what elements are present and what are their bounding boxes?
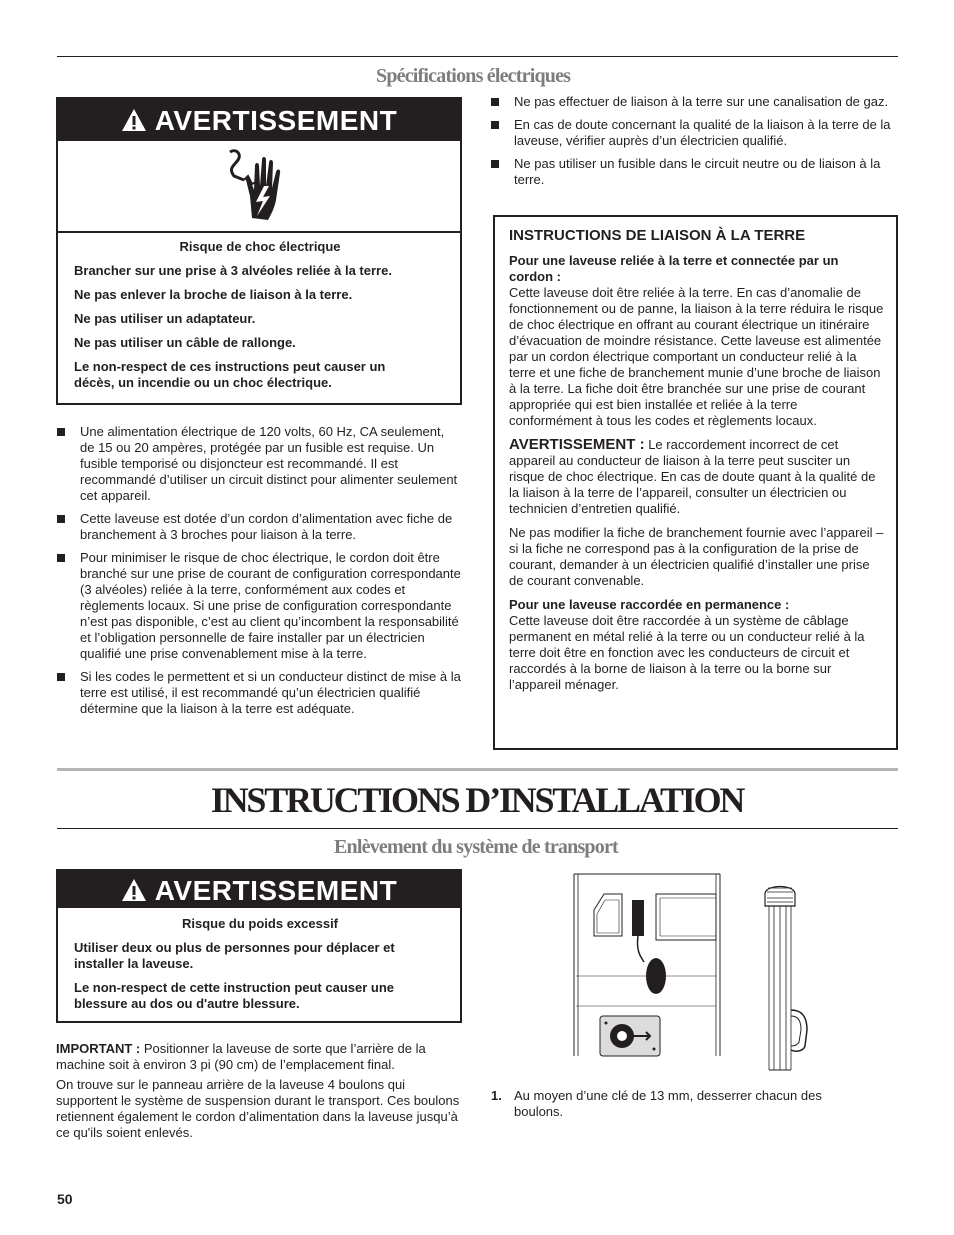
warning-line: Risque du poids excessif xyxy=(181,916,339,931)
warning-box-electrical xyxy=(56,97,462,405)
plug-text: Ne pas modifier la fiche de branchement fournie avec l’appareil – si la fiche ne correspond pas à la configuration de la prise de courant, demander à un électricien qualifié d’installer une prise de courant convenable. xyxy=(509,525,884,588)
bullet-square-icon xyxy=(57,515,65,523)
grounding-instructions-box xyxy=(493,215,898,750)
warning-heading: AVERTISSEMENT xyxy=(154,105,398,136)
bullet-square-icon xyxy=(491,121,499,129)
washer-back-panel-illustration xyxy=(570,870,730,1060)
warning-heading: AVERTISSEMENT xyxy=(154,875,398,906)
warning-header xyxy=(58,99,460,141)
bullet-square-icon xyxy=(491,98,499,106)
step-number: 1. xyxy=(491,1088,502,1103)
electrical-bullet-list xyxy=(57,424,462,724)
grounding-bullet-list xyxy=(491,94,897,195)
bolts-paragraph: On trouve sur le panneau arrière de la laveuse 4 boulons qui supportent le système de suspension durant le transport. Ces boulons retiennent également le cordon d’alimentation dans la laveuse jusqu’à ce qu'ils soient enlevés. xyxy=(56,1077,460,1140)
list-item: Ne pas utiliser un fusible dans le circuit neutre ou de liaison à la terre. xyxy=(491,156,897,188)
bullet-square-icon xyxy=(57,673,65,681)
section-divider xyxy=(57,768,898,771)
step-1 xyxy=(491,1088,871,1120)
top-rule xyxy=(57,56,898,57)
warning-triangle-icon xyxy=(121,873,147,912)
transport-bolt-spacer-illustration xyxy=(755,880,825,1075)
important-label: IMPORTANT : xyxy=(56,1041,141,1056)
warning-body xyxy=(58,233,460,391)
warning-line: Ne pas utiliser un câble de rallonge. xyxy=(74,335,296,350)
corded-heading: Pour une laveuse reliée à la terre et connectée par un cordon : xyxy=(509,253,839,284)
bullet-square-icon xyxy=(491,160,499,168)
warning-box-weight xyxy=(56,869,462,1023)
corded-text: Cette laveuse doit être reliée à la terre. En cas d’anomalie de fonctionnement ou de panne, la liaison à la terre réduira le risque de choc électrique en offrant au courant électrique un itinéraire d’évacuation de moindre résistance. Cette laveuse est alimentée par un cordon électrique comportant un conducteur relié à la terre et une fiche de branchement munie d’une broche de liaison à la terre. La fiche doit être branchée sur une prise de courant appropriée qui est bien installée et reliée à la terre conformément à tous les codes et règlements locaux. xyxy=(509,285,884,428)
bullet-square-icon xyxy=(57,554,65,562)
important-paragraph: IMPORTANT : Positionner la laveuse de sorte que l’arrière de la machine soit à environ 3 pi (90 cm) de l’emplacement final. xyxy=(56,1041,426,1072)
list-item: Une alimentation électrique de 120 volts, 60 Hz, CA seulement, de 15 ou 20 ampères, protégée par un fusible est requise. Un fusible temporisé ou disjoncteur est recommandé. Il est recommandé d’utiliser un circuit distinct pour alimenter seulement cet appareil. xyxy=(57,424,462,504)
permanent-heading: Pour une laveuse raccordée en permanence : xyxy=(509,597,790,612)
section-title-transport: Enlèvement du système de transport xyxy=(334,836,618,858)
warning-line: Utiliser deux ou plus de personnes pour déplacer et installer la laveuse. xyxy=(74,940,395,971)
list-item: Pour minimiser le risque de choc électrique, le cordon doit être branché sur une prise de courant de configuration correspondante (3 alvéoles) reliée à la terre, conformément aux codes et règlements locaux. Si une prise de configuration correspondante n’est pas disponible, c’est au client qu’incombent la responsabilité et l’obligation personnelle de faire installer par un électricien qualifié une prise convenablement mise à la terre. xyxy=(57,550,462,662)
warning-line: Le non-respect de ces instructions peut causer un décès, un incendie ou un choc électrique. xyxy=(74,359,386,390)
step-text: Au moyen d’une clé de 13 mm, desserrer chacun des boulons. xyxy=(514,1088,822,1119)
page-title: INSTRUCTIONS D’INSTALLATION xyxy=(210,780,744,820)
section-title-electrical: Spécifications électriques xyxy=(376,65,571,87)
list-item: Si les codes le permettent et si un conducteur distinct de mise à la terre est utilisé, il est recommandé qu’un électricien qualifié détermine que la liaison à la terre est adéquate. xyxy=(57,669,462,717)
list-item: Cette laveuse est dotée d’un cordon d’alimentation avec fiche de branchement à 3 broches pour liaison à la terre. xyxy=(57,511,462,543)
title-rule xyxy=(57,828,898,829)
warning-line: Risque de choc électrique xyxy=(179,239,341,254)
page-number: 50 xyxy=(57,1191,73,1207)
grounding-warning-label: AVERTISSEMENT : xyxy=(509,436,645,453)
warning-header xyxy=(58,871,460,908)
shock-hazard-icon xyxy=(58,141,460,233)
grounding-warning: AVERTISSEMENT : Le raccordement incorrect de cet appareil au conducteur de liaison à la terre peut susciter un risque de choc électrique. En cas de doute quant à la qualité de la liaison à la terre de l’appareil, consulter un électricien ou technicien d’entretien qualifié. xyxy=(509,436,876,516)
list-item: En cas de doute concernant la qualité de la liaison à la terre de la laveuse, vérifier auprès d’un électricien qualifié. xyxy=(491,117,897,149)
grounding-title: INSTRUCTIONS DE LIAISON À LA TERRE xyxy=(509,227,806,244)
permanent-text: Cette laveuse doit être raccordée à un système de câblage permanent en métal relié à la terre ou un conducteur relié à la terre doit être en fonction avec les conducteurs de circuit et raccordés à la borne de liaison à la terre ou la borne sur l’appareil ménager. xyxy=(509,613,865,692)
warning-body xyxy=(58,908,460,1012)
warning-triangle-icon xyxy=(121,101,147,145)
warning-line: Ne pas utiliser un adaptateur. xyxy=(74,311,256,326)
bullet-square-icon xyxy=(57,428,65,436)
list-item: Ne pas effectuer de liaison à la terre sur une canalisation de gaz. xyxy=(491,94,897,110)
warning-line: Ne pas enlever la broche de liaison à la terre. xyxy=(74,287,353,302)
warning-line: Brancher sur une prise à 3 alvéoles reliée à la terre. xyxy=(74,263,392,278)
warning-line: Le non-respect de cette instruction peut causer une blessure au dos ou d'autre blessure. xyxy=(74,980,395,1011)
